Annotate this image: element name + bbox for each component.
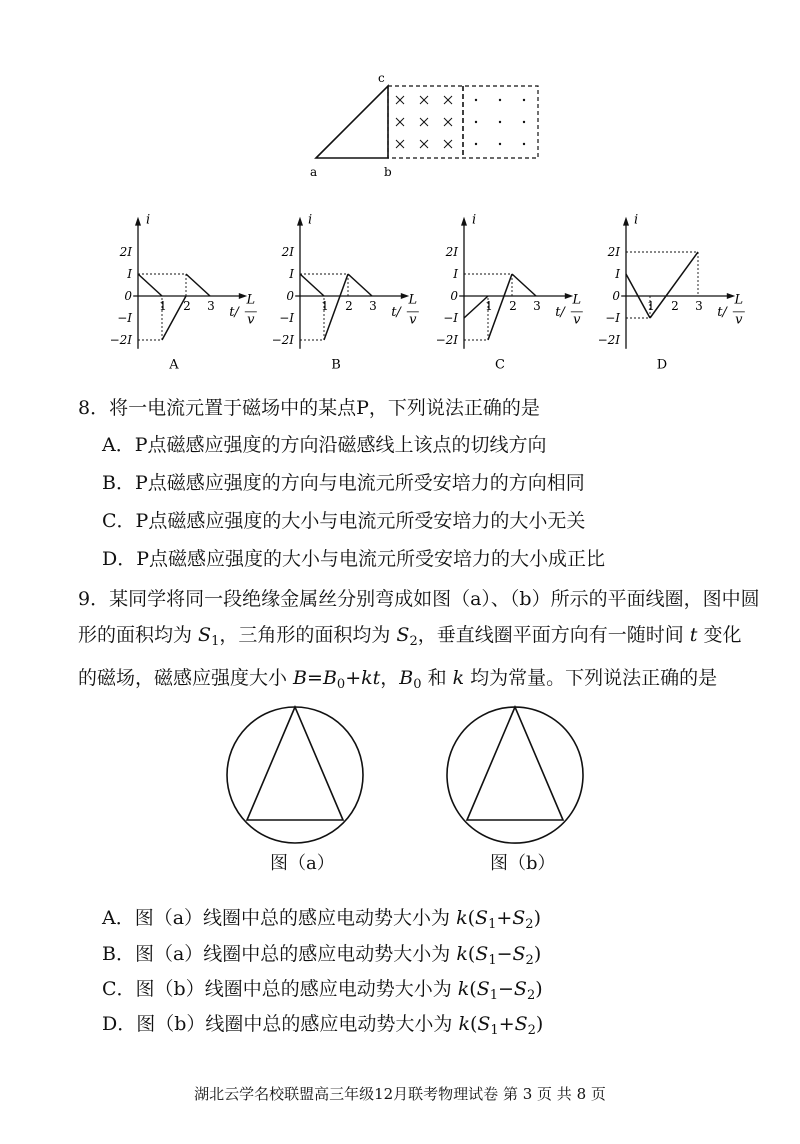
y-tick-label: 0 bbox=[450, 289, 458, 303]
x-unit-label: t/ bbox=[555, 304, 565, 320]
y-tick-label: 0 bbox=[124, 289, 132, 303]
x-unit-denominator: v bbox=[573, 312, 581, 328]
graph-option-label: B bbox=[331, 357, 341, 372]
current-segment bbox=[300, 274, 324, 296]
coils-figure bbox=[215, 700, 595, 845]
x-tick-label: 3 bbox=[695, 299, 703, 313]
y-tick-label: 2I bbox=[445, 245, 458, 259]
q9-stem bbox=[78, 581, 760, 703]
x-unit-label: t/ bbox=[391, 304, 401, 320]
label-c: c bbox=[378, 71, 385, 85]
page-footer: 湖北云学名校联盟高三年级12月联考物理试卷 第 3 页 共 8 页 bbox=[194, 1085, 606, 1103]
x-tick-label: 1 bbox=[321, 299, 329, 313]
current-segment bbox=[512, 274, 536, 296]
x-tick-label: 2 bbox=[183, 299, 191, 313]
y-tick-label: −I bbox=[279, 311, 294, 325]
x-unit-numerator: L bbox=[408, 292, 418, 308]
y-tick-label: 2I bbox=[607, 245, 620, 259]
x-unit-numerator: L bbox=[572, 292, 582, 308]
y-tick-label: I bbox=[615, 267, 620, 281]
y-tick-label: −2I bbox=[271, 333, 294, 347]
x-tick-label: 2 bbox=[509, 299, 517, 313]
current-segment bbox=[186, 274, 210, 296]
fig-b-caption: 图（b） bbox=[490, 853, 556, 874]
current-segment bbox=[138, 274, 162, 296]
y-tick-label: 0 bbox=[286, 289, 294, 303]
axis-i-label: i bbox=[146, 212, 151, 228]
axis-i-label: i bbox=[308, 212, 313, 228]
x-tick-label: 1 bbox=[647, 299, 655, 313]
q9-line1: 9．某同学将同一段绝缘金属丝分别弯成如图（a）、（b）所示的平面线圈，图中圆 bbox=[78, 588, 760, 610]
field-into-page bbox=[396, 96, 452, 148]
coil-b bbox=[447, 707, 583, 843]
y-tick-label: I bbox=[453, 267, 458, 281]
graph-c bbox=[436, 212, 583, 372]
field-region-figure bbox=[300, 70, 550, 185]
graph-d bbox=[598, 212, 745, 372]
q8-option-a[interactable]: A．P点磁感应强度的方向沿磁感线上该点的切线方向 bbox=[102, 434, 547, 456]
x-tick-label: 2 bbox=[671, 299, 679, 313]
x-unit-numerator: L bbox=[734, 292, 744, 308]
x-tick-label: 3 bbox=[207, 299, 215, 313]
current-segment bbox=[348, 274, 372, 296]
axis-i-label: i bbox=[634, 212, 639, 228]
fig-a-caption: 图（a） bbox=[270, 853, 335, 874]
y-tick-label: 0 bbox=[612, 289, 620, 303]
graph-b bbox=[272, 212, 419, 372]
q8-option-b[interactable]: B．P点磁感应强度的方向与电流元所受安培力的方向相同 bbox=[102, 472, 585, 494]
axis-i-label: i bbox=[472, 212, 477, 228]
label-b: b bbox=[384, 165, 392, 179]
y-tick-label: I bbox=[127, 267, 132, 281]
coil-a bbox=[227, 707, 363, 843]
answer-graphs bbox=[100, 212, 760, 372]
q9-option-c[interactable]: C．图（b）线圈中总的感应电动势大小为 $k(S_1-S_2)$ bbox=[102, 978, 543, 1003]
x-tick-label: 3 bbox=[533, 299, 541, 313]
q8-option-d[interactable]: D．P点磁感应强度的大小与电流元所受安培力的大小成正比 bbox=[102, 548, 606, 570]
x-unit-denominator: v bbox=[247, 312, 255, 328]
x-unit-label: t/ bbox=[229, 304, 239, 320]
y-tick-label: −I bbox=[117, 311, 132, 325]
x-unit-numerator: L bbox=[246, 292, 256, 308]
x-unit-denominator: v bbox=[409, 312, 417, 328]
q9-option-a[interactable]: A．图（a）线圈中总的感应电动势大小为 $k(S_1+S_2)$ bbox=[102, 907, 541, 932]
x-tick-label: 2 bbox=[345, 299, 353, 313]
x-tick-label: 1 bbox=[485, 299, 493, 313]
graph-a bbox=[110, 212, 257, 372]
q9-line2: 形的面积均为 $S_1$，三角形的面积均为 $S_2$，垂直线圈平面方向有一随时间 t 变化 bbox=[78, 624, 742, 649]
y-tick-label: −2I bbox=[597, 333, 620, 347]
label-a: a bbox=[310, 165, 318, 179]
q8-option-c[interactable]: C．P点磁感应强度的大小与电流元所受安培力的大小无关 bbox=[102, 510, 586, 532]
x-unit-label: t/ bbox=[717, 304, 727, 320]
y-tick-label: −2I bbox=[435, 333, 458, 347]
y-tick-label: −2I bbox=[109, 333, 132, 347]
x-unit-denominator: v bbox=[735, 312, 743, 328]
q9-option-b[interactable]: B．图（a）线圈中总的感应电动势大小为 $k(S_1-S_2)$ bbox=[102, 943, 542, 968]
x-tick-label: 1 bbox=[159, 299, 167, 313]
y-tick-label: 2I bbox=[119, 245, 132, 259]
q9-line3: 的磁场，磁感应强度大小 $B=B_0+kt$，$B_0$ 和 k 均为常量。下列说法正确的是 bbox=[78, 667, 718, 692]
q8-stem: 8．将一电流元置于磁场中的某点P，下列说法正确的是 bbox=[78, 397, 540, 419]
graph-option-label: A bbox=[169, 357, 179, 372]
x-tick-label: 3 bbox=[369, 299, 377, 313]
graph-option-label: D bbox=[656, 357, 668, 372]
field-out-of-page bbox=[475, 99, 525, 145]
y-tick-label: I bbox=[289, 267, 294, 281]
y-tick-label: −I bbox=[605, 311, 620, 325]
q9-option-d[interactable]: D．图（b）线圈中总的感应电动势大小为 $k(S_1+S_2)$ bbox=[102, 1013, 544, 1038]
y-tick-label: 2I bbox=[281, 245, 294, 259]
y-tick-label: −I bbox=[443, 311, 458, 325]
graph-option-label: C bbox=[495, 357, 505, 372]
